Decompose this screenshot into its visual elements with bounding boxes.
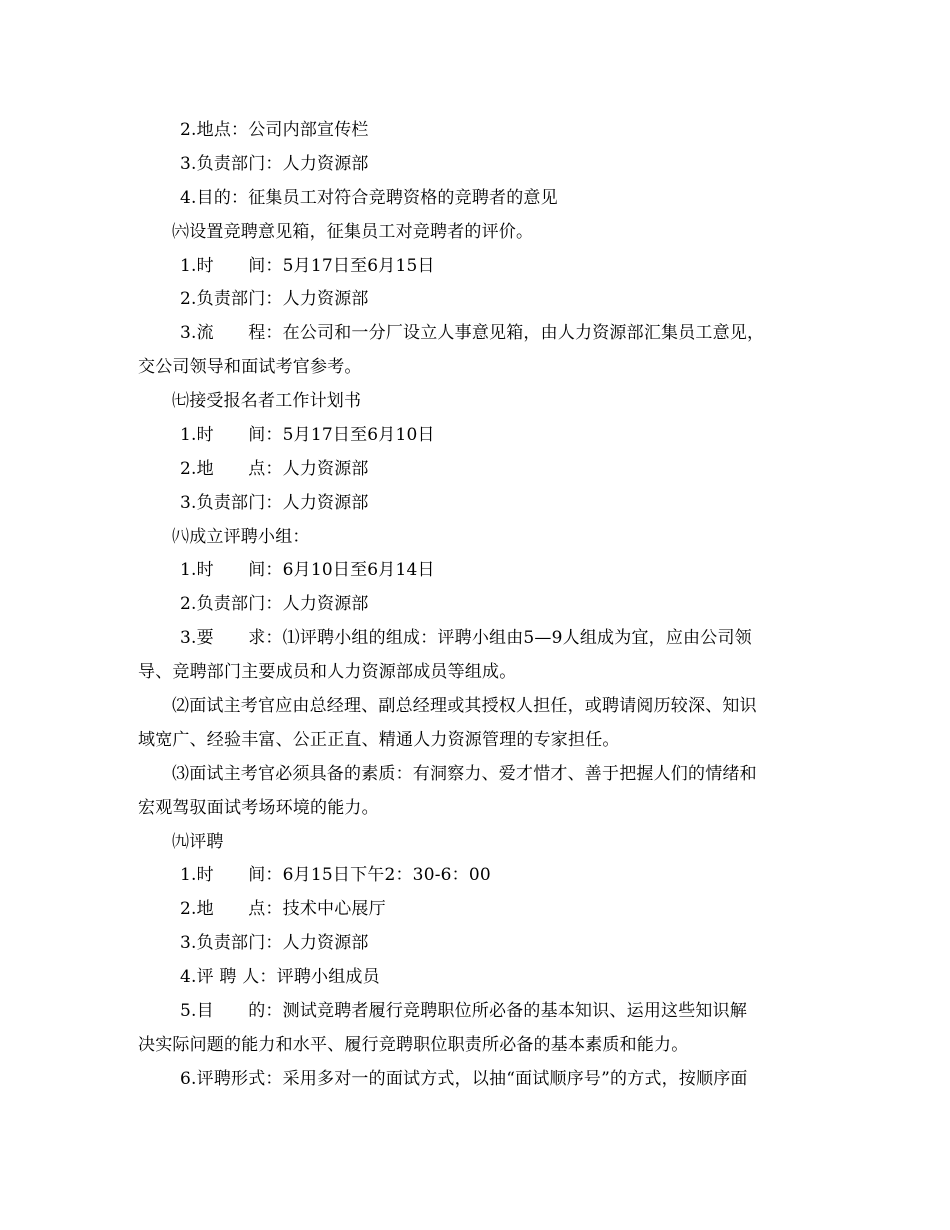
section-heading: ㈦接受报名者工作计划书 <box>172 391 362 411</box>
text-line: 交公司领导和面试考官参考。 <box>138 357 362 377</box>
text-line: 1.时 间：6月15日下午2：30-6：00 <box>180 865 491 885</box>
text-line: 2.负责部门：人力资源部 <box>180 594 369 614</box>
text-line: 4.目的：征集员工对符合竞聘资格的竞聘者的意见 <box>180 188 558 208</box>
text-line: 3.流 程：在公司和一分厂设立人事意见箱，由人力资源部汇集员工意见， <box>180 323 765 343</box>
text-line: 宏观驾驭面试考场环境的能力。 <box>138 798 379 818</box>
text-line: 3.负责部门：人力资源部 <box>180 493 369 513</box>
section-heading: ㈨评聘 <box>172 832 224 852</box>
text-line: 3.负责部门：人力资源部 <box>180 933 369 953</box>
section-heading: ㈥设置竞聘意见箱，征集员工对竞聘者的评价。 <box>172 222 534 242</box>
text-line: 决实际问题的能力和水平、履行竞聘职位职责所必备的基本素质和能力。 <box>138 1035 689 1055</box>
section-heading: ㈧成立评聘小组： <box>172 527 310 547</box>
text-line: 2.负责部门：人力资源部 <box>180 289 369 309</box>
text-line: ⑵面试主考官应由总经理、副总经理或其授权人担任，或聘请阅历较深、知识 <box>172 696 757 716</box>
text-line: 1.时 间：6月10日至6月14日 <box>180 560 435 580</box>
text-line: 3.负责部门：人力资源部 <box>180 154 369 174</box>
text-line: 2.地 点：人力资源部 <box>180 459 369 479</box>
text-line: 2.地点：公司内部宣传栏 <box>180 120 369 140</box>
text-line: 4.评 聘 人：评聘小组成员 <box>180 967 380 987</box>
text-line: 5.目 的：测试竞聘者履行竞聘职位所必备的基本知识、运用这些知识解 <box>180 1001 748 1021</box>
text-line: 6.评聘形式：采用多对一的面试方式，以抽“面试顺序号”的方式，按顺序面 <box>180 1069 748 1089</box>
text-line: 2.地 点：技术中心展厅 <box>180 899 386 919</box>
text-line: 域宽广、经验丰富、公正正直、精通人力资源管理的专家担任。 <box>138 730 620 750</box>
text-line: 1.时 间：5月17日至6月15日 <box>180 256 435 276</box>
text-line: 3.要 求：⑴评聘小组的组成：评聘小组由5—9人组成为宜，应由公司领 <box>180 628 752 648</box>
text-line: 导、竞聘部门主要成员和人力资源部成员等组成。 <box>138 662 517 682</box>
text-line: ⑶面试主考官必须具备的素质：有洞察力、爱才惜才、善于把握人们的情绪和 <box>172 764 757 784</box>
text-line: 1.时 间：5月17日至6月10日 <box>180 425 435 445</box>
